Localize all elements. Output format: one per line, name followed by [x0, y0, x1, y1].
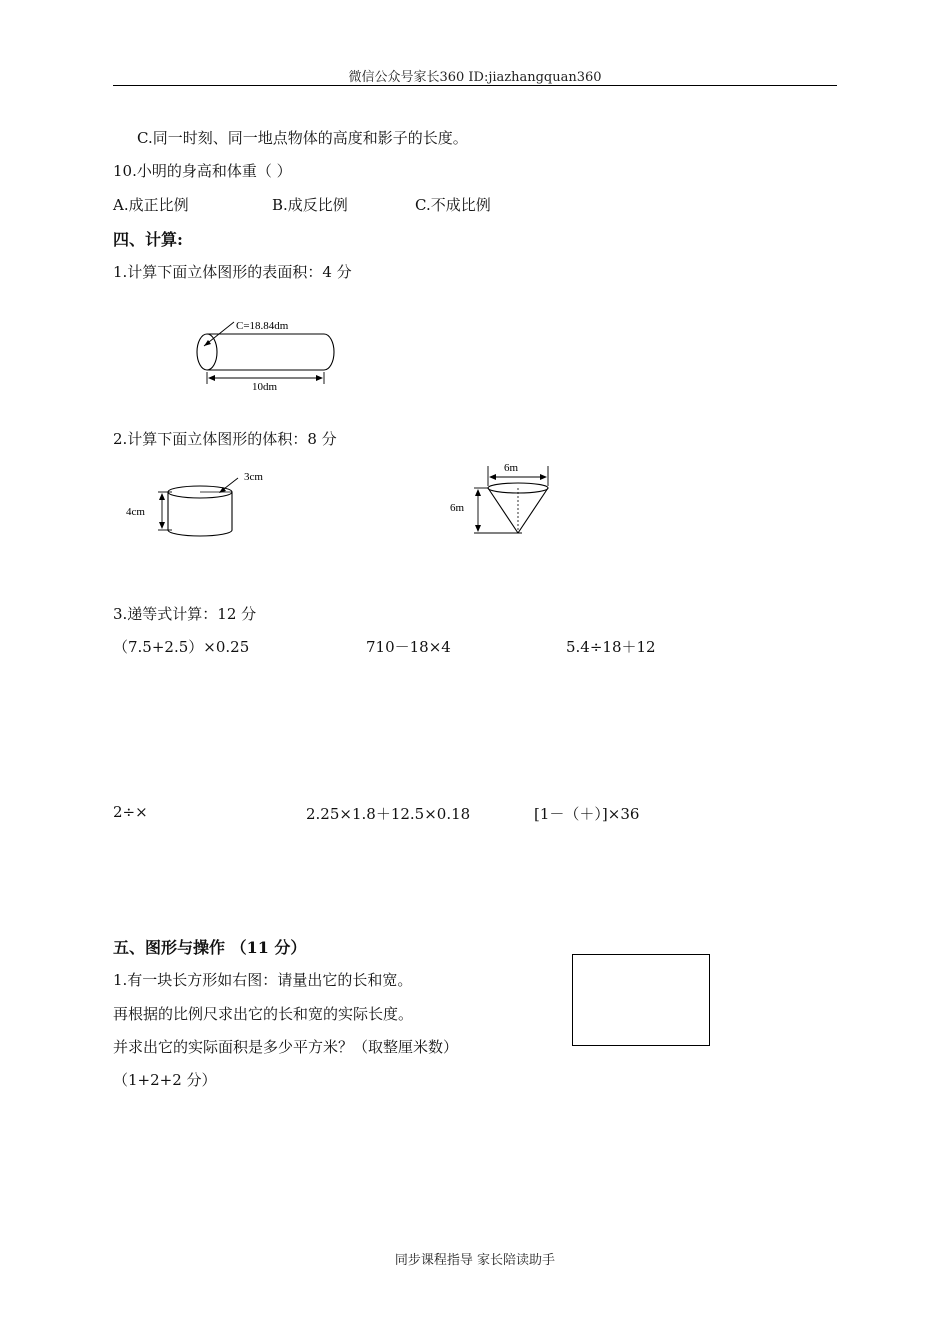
q2-text: 2.计算下面立体图形的体积：8 分: [113, 430, 337, 448]
length-label: 10dm: [252, 381, 278, 393]
q10-option-a: A.成正比例: [113, 196, 189, 214]
expr-3: 5.4÷18＋12: [566, 638, 656, 656]
s5-line-3: 并求出它的实际面积是多少平方米？（取整厘米数）: [113, 1038, 459, 1056]
expr-5: 2.25×1.8＋12.5×0.18: [306, 805, 471, 823]
cone-figure: [440, 456, 580, 542]
page-header: 微信公众号家长360 ID:jiazhangquan360: [348, 70, 602, 85]
q9-option-c: C.同一时刻、同一地点物体的高度和影子的长度。: [137, 129, 468, 147]
expr-6: [1－（＋）]×36: [534, 805, 640, 823]
vertical-cylinder-figure: [120, 464, 280, 544]
s5-line-4: （1+2+2 分）: [113, 1071, 217, 1089]
q1-text: 1.计算下面立体图形的表面积：4 分: [113, 263, 352, 281]
q10-option-c: C.不成比例: [415, 196, 491, 214]
rectangle-figure: [572, 954, 710, 1046]
s5-line-2: 再根据的比例尺求出它的长和宽的实际长度。: [113, 1005, 414, 1023]
s5-line-1: 1.有一块长方形如右图：请量出它的长和宽。: [113, 971, 413, 989]
expr-4: 2÷×: [113, 803, 148, 821]
page-footer: 同步课程指导 家长陪读助手: [394, 1253, 556, 1268]
cone-height-label: 6m: [450, 502, 465, 514]
header-divider: [113, 85, 837, 86]
section4-title: 四、计算:: [113, 230, 183, 249]
section5-title: 五、图形与操作 （11 分）: [113, 938, 307, 957]
cylinder-radius-label: 3cm: [244, 471, 263, 483]
cone-diameter-label: 6m: [504, 462, 519, 474]
q3-text: 3.递等式计算：12 分: [113, 605, 257, 623]
expr-1: （7.5+2.5）×0.25: [113, 638, 250, 656]
expr-2: 710－18×4: [366, 638, 451, 656]
cylinder-height-label: 4cm: [126, 506, 145, 518]
circumference-label: C=18.84dm: [236, 320, 289, 332]
q10-text: 10.小明的身高和体重（ ）: [113, 162, 292, 180]
q10-option-b: B.成反比例: [272, 196, 348, 214]
horizontal-cylinder-figure: [190, 312, 350, 398]
